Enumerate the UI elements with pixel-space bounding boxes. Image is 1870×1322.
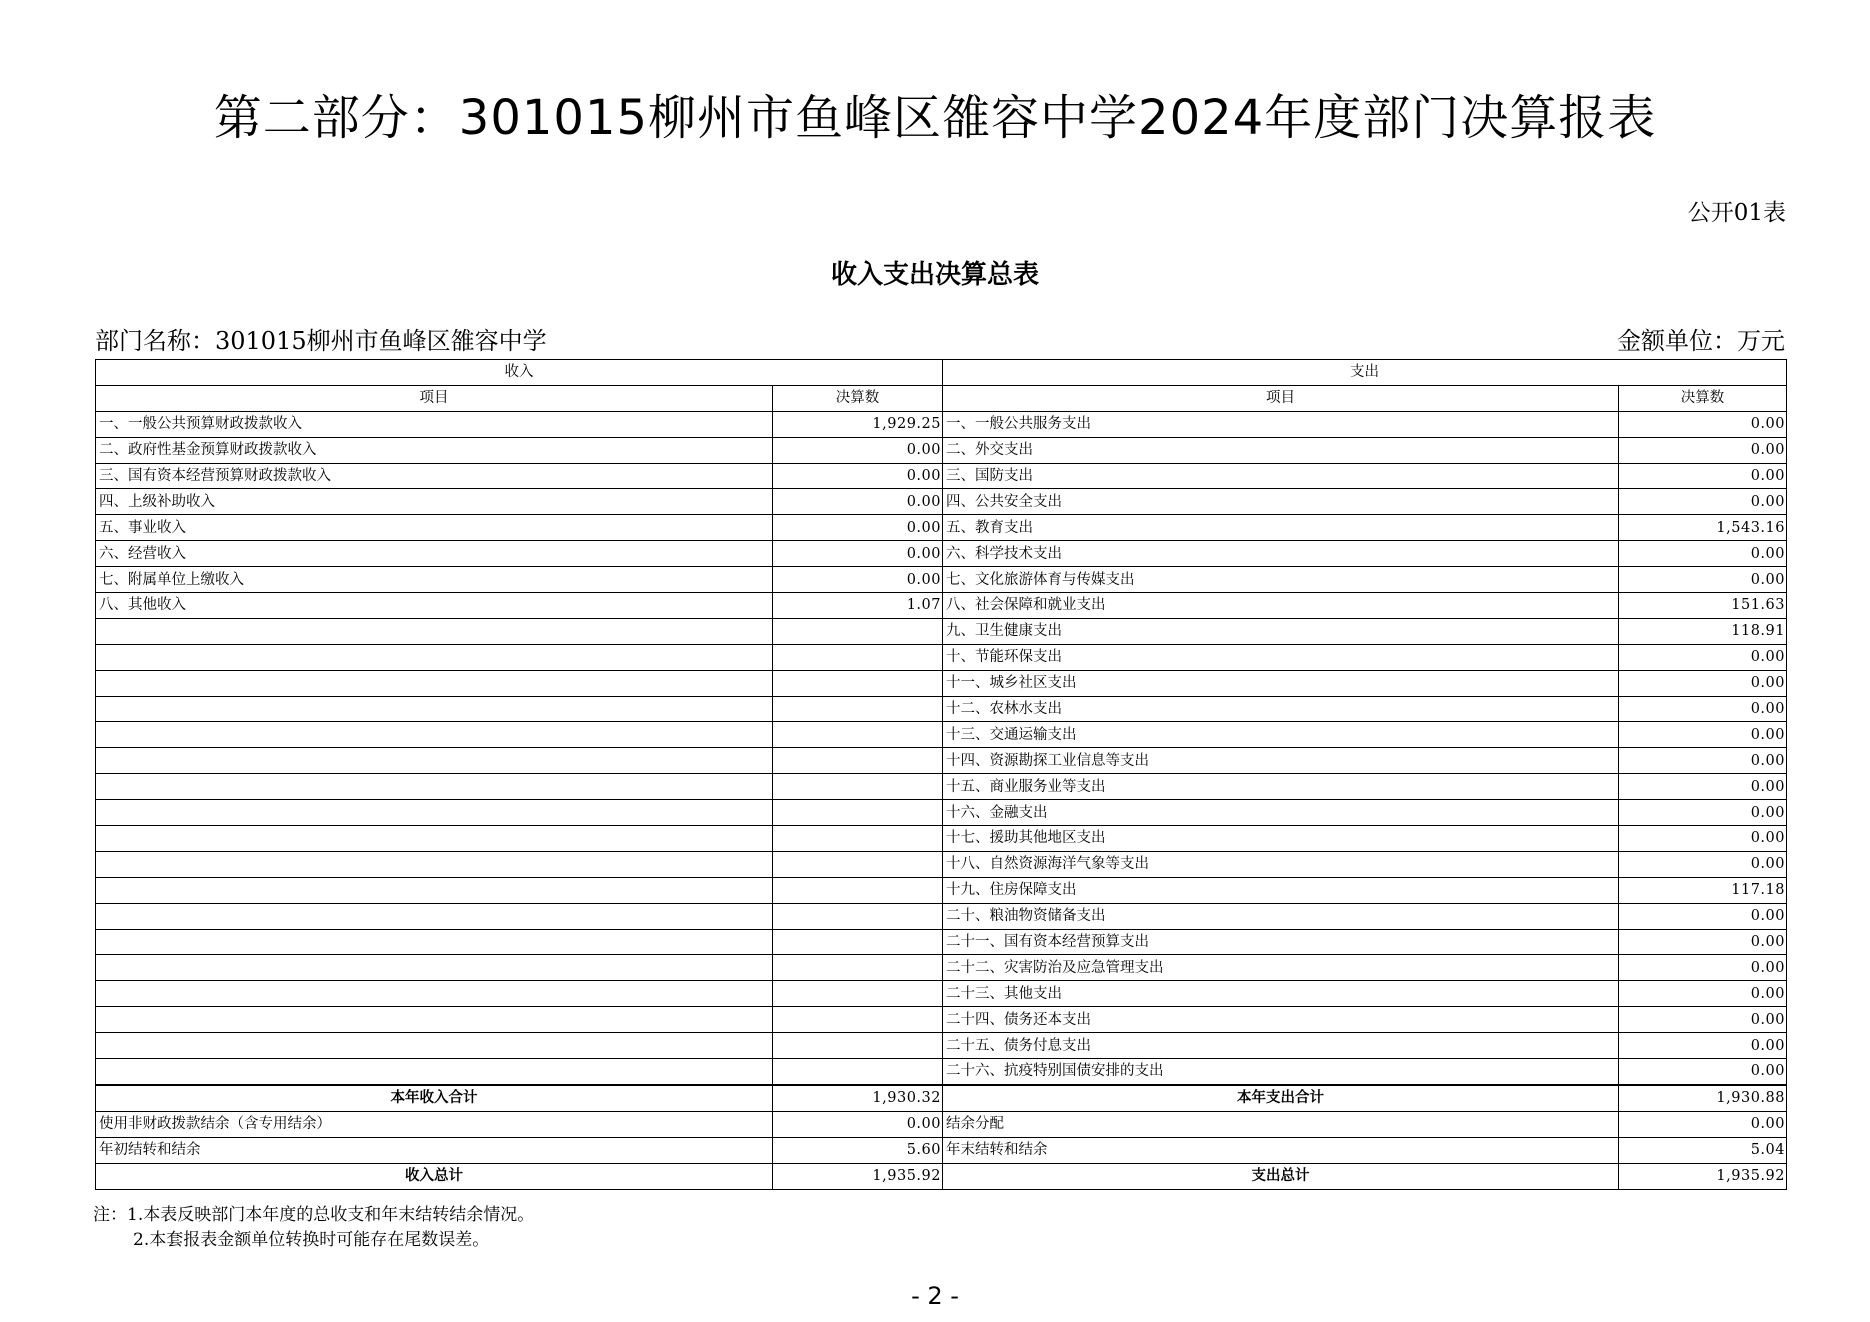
income-item-cell — [96, 981, 773, 1007]
income-amount-cell — [773, 826, 943, 852]
expense-amount-cell: 117.18 — [1619, 877, 1787, 903]
income-item-cell: 五、事业收入 — [96, 515, 773, 541]
page-title: 第二部分：301015柳州市鱼峰区雒容中学2024年度部门决算报表 — [213, 90, 1657, 146]
table-row — [96, 593, 1787, 619]
income-item-cell: 二、政府性基金预算财政拨款收入 — [96, 437, 773, 463]
year-income-total-label: 本年收入合计 — [96, 1085, 773, 1111]
year-expense-total-label: 本年支出合计 — [943, 1085, 1619, 1111]
income-amount-cell — [773, 851, 943, 877]
income-item-cell: 使用非财政拨款结余（含专用结余） — [96, 1111, 773, 1137]
income-amount-cell — [773, 618, 943, 644]
expense-item-cell: 十七、援助其他地区支出 — [943, 826, 1619, 852]
table-row — [96, 411, 1787, 437]
income-amount-cell — [773, 955, 943, 981]
year-income-total-amount: 1,930.32 — [773, 1085, 943, 1111]
expense-amount-cell: 0.00 — [1619, 644, 1787, 670]
income-item-cell — [96, 929, 773, 955]
income-item-cell — [96, 722, 773, 748]
column-header-row — [96, 385, 1787, 411]
income-item-cell — [96, 877, 773, 903]
expense-section-header: 支出 — [943, 360, 1787, 386]
expense-amount-cell: 0.00 — [1619, 981, 1787, 1007]
expense-amount-cell: 0.00 — [1619, 463, 1787, 489]
expense-amount-cell: 151.63 — [1619, 593, 1787, 619]
expense-amount-cell: 0.00 — [1619, 437, 1787, 463]
income-item-cell — [96, 800, 773, 826]
table-row — [96, 670, 1787, 696]
income-item-cell: 七、附属单位上缴收入 — [96, 567, 773, 593]
income-item-cell — [96, 644, 773, 670]
income-amount-cell — [773, 774, 943, 800]
table-row — [96, 618, 1787, 644]
income-amount-cell — [773, 644, 943, 670]
table-row — [96, 774, 1787, 800]
expense-item-cell: 十四、资源勘探工业信息等支出 — [943, 748, 1619, 774]
income-item-cell — [96, 696, 773, 722]
department-line — [95, 324, 1785, 358]
expense-item-cell: 三、国防支出 — [943, 463, 1619, 489]
table-row — [96, 955, 1787, 981]
income-item-cell — [96, 618, 773, 644]
income-amount-cell — [773, 748, 943, 774]
table-row — [96, 696, 1787, 722]
income-item-cell — [96, 670, 773, 696]
amount-unit: 金额单位：万元 — [1617, 327, 1785, 355]
expense-item-cell: 二十三、其他支出 — [943, 981, 1619, 1007]
table-row — [96, 877, 1787, 903]
table-row — [96, 489, 1787, 515]
grand-total-row — [96, 1163, 1787, 1189]
expense-amount-cell: 0.00 — [1619, 567, 1787, 593]
income-amount-cell: 0.00 — [773, 463, 943, 489]
income-amount-cell: 0.00 — [773, 437, 943, 463]
expense-item-header: 项目 — [943, 385, 1619, 411]
expense-amount-cell: 118.91 — [1619, 618, 1787, 644]
income-amount-cell: 0.00 — [773, 489, 943, 515]
expense-amount-cell: 0.00 — [1619, 851, 1787, 877]
income-amount-header: 决算数 — [773, 385, 943, 411]
expense-item-cell: 十三、交通运输支出 — [943, 722, 1619, 748]
table-row — [96, 1137, 1787, 1163]
income-amount-cell: 1.07 — [773, 593, 943, 619]
expense-amount-cell: 0.00 — [1619, 722, 1787, 748]
table-row — [96, 463, 1787, 489]
expense-item-cell: 五、教育支出 — [943, 515, 1619, 541]
expense-item-cell: 二十四、债务还本支出 — [943, 1007, 1619, 1033]
expense-item-cell: 二十、粮油物资储备支出 — [943, 903, 1619, 929]
note-2: 2.本套报表金额单位转换时可能存在尾数误差。 — [133, 1230, 490, 1250]
table-row — [96, 851, 1787, 877]
expense-item-cell: 四、公共安全支出 — [943, 489, 1619, 515]
expense-amount-cell: 0.00 — [1619, 670, 1787, 696]
page-number: - 2 - — [911, 1282, 959, 1310]
expense-amount-cell: 0.00 — [1619, 826, 1787, 852]
expense-amount-cell: 0.00 — [1619, 1007, 1787, 1033]
income-item-cell — [96, 774, 773, 800]
expense-amount-cell: 1,543.16 — [1619, 515, 1787, 541]
expense-amount-cell: 0.00 — [1619, 411, 1787, 437]
expense-item-cell: 年末结转和结余 — [943, 1137, 1619, 1163]
income-item-header: 项目 — [96, 385, 773, 411]
section-header-row — [96, 360, 1787, 386]
expense-amount-cell: 0.00 — [1619, 1033, 1787, 1059]
department-name: 部门名称：301015柳州市鱼峰区雒容中学 — [95, 327, 547, 355]
table-row — [96, 800, 1787, 826]
table-title: 收入支出决算总表 — [830, 260, 1039, 290]
table-row — [96, 644, 1787, 670]
income-amount-cell: 0.00 — [773, 1111, 943, 1137]
expense-amount-cell: 0.00 — [1619, 903, 1787, 929]
income-amount-cell — [773, 1033, 943, 1059]
expense-item-cell: 八、社会保障和就业支出 — [943, 593, 1619, 619]
grand-income-total-label: 收入总计 — [96, 1163, 773, 1189]
expense-item-cell: 六、科学技术支出 — [943, 541, 1619, 567]
income-item-cell — [96, 955, 773, 981]
table-number: 公开01表 — [1687, 200, 1786, 226]
grand-income-total-amount: 1,935.92 — [773, 1163, 943, 1189]
income-item-cell — [96, 1007, 773, 1033]
expense-item-cell: 十二、农林水支出 — [943, 696, 1619, 722]
income-item-cell — [96, 826, 773, 852]
income-amount-cell — [773, 981, 943, 1007]
table-row — [96, 1059, 1787, 1085]
year-expense-total-amount: 1,930.88 — [1619, 1085, 1787, 1111]
expense-amount-cell: 0.00 — [1619, 955, 1787, 981]
expense-item-cell: 十六、金融支出 — [943, 800, 1619, 826]
income-item-cell — [96, 1059, 773, 1085]
table-row — [96, 567, 1787, 593]
income-amount-cell: 1,929.25 — [773, 411, 943, 437]
expense-amount-cell: 0.00 — [1619, 489, 1787, 515]
income-amount-cell: 0.00 — [773, 541, 943, 567]
expense-amount-cell: 0.00 — [1619, 541, 1787, 567]
table-row — [96, 515, 1787, 541]
income-item-cell: 三、国有资本经营预算财政拨款收入 — [96, 463, 773, 489]
table-row — [96, 437, 1787, 463]
expense-item-cell: 二十一、国有资本经营预算支出 — [943, 929, 1619, 955]
income-item-cell — [96, 903, 773, 929]
income-amount-cell — [773, 929, 943, 955]
income-amount-cell: 0.00 — [773, 515, 943, 541]
table-row — [96, 748, 1787, 774]
expense-amount-cell: 0.00 — [1619, 1111, 1787, 1137]
income-item-cell — [96, 851, 773, 877]
table-body — [96, 360, 1787, 1190]
table-row — [96, 1033, 1787, 1059]
expense-amount-cell: 0.00 — [1619, 696, 1787, 722]
income-item-cell: 年初结转和结余 — [96, 1137, 773, 1163]
expense-amount-cell: 0.00 — [1619, 748, 1787, 774]
expense-item-cell: 十九、住房保障支出 — [943, 877, 1619, 903]
table-row — [96, 981, 1787, 1007]
income-amount-cell: 0.00 — [773, 567, 943, 593]
expense-amount-cell: 5.04 — [1619, 1137, 1787, 1163]
grand-expense-total-label: 支出总计 — [943, 1163, 1619, 1189]
expense-item-cell: 十五、商业服务业等支出 — [943, 774, 1619, 800]
income-amount-cell — [773, 877, 943, 903]
table-row — [96, 826, 1787, 852]
income-amount-cell — [773, 696, 943, 722]
income-amount-cell: 5.60 — [773, 1137, 943, 1163]
expense-amount-cell: 0.00 — [1619, 800, 1787, 826]
table-row — [96, 1111, 1787, 1137]
expense-item-cell: 结余分配 — [943, 1111, 1619, 1137]
table-row — [96, 1007, 1787, 1033]
expense-amount-cell: 0.00 — [1619, 774, 1787, 800]
income-amount-cell — [773, 670, 943, 696]
year-total-row — [96, 1085, 1787, 1111]
table-row — [96, 541, 1787, 567]
expense-item-cell: 九、卫生健康支出 — [943, 618, 1619, 644]
income-item-cell: 四、上级补助收入 — [96, 489, 773, 515]
expense-item-cell: 二十六、抗疫特别国债安排的支出 — [943, 1059, 1619, 1085]
income-amount-cell — [773, 903, 943, 929]
income-amount-cell — [773, 1007, 943, 1033]
income-amount-cell — [773, 1059, 943, 1085]
income-item-cell: 八、其他收入 — [96, 593, 773, 619]
table-row — [96, 722, 1787, 748]
note-1: 注：1.本表反映部门本年度的总收支和年末结转结余情况。 — [93, 1205, 535, 1225]
expense-item-cell: 十一、城乡社区支出 — [943, 670, 1619, 696]
table-row — [96, 929, 1787, 955]
expense-item-cell: 二、外交支出 — [943, 437, 1619, 463]
expense-amount-header: 决算数 — [1619, 385, 1787, 411]
expense-item-cell: 十、节能环保支出 — [943, 644, 1619, 670]
expense-amount-cell: 0.00 — [1619, 1059, 1787, 1085]
income-section-header: 收入 — [96, 360, 943, 386]
income-item-cell — [96, 1033, 773, 1059]
notes — [93, 1203, 534, 1253]
expense-item-cell: 十八、自然资源海洋气象等支出 — [943, 851, 1619, 877]
expense-amount-cell: 0.00 — [1619, 929, 1787, 955]
expense-item-cell: 七、文化旅游体育与传媒支出 — [943, 567, 1619, 593]
income-item-cell — [96, 748, 773, 774]
income-item-cell: 一、一般公共预算财政拨款收入 — [96, 411, 773, 437]
income-amount-cell — [773, 722, 943, 748]
income-item-cell: 六、经营收入 — [96, 541, 773, 567]
expense-item-cell: 二十五、债务付息支出 — [943, 1033, 1619, 1059]
income-expense-table — [95, 359, 1787, 1190]
table-row — [96, 903, 1787, 929]
expense-item-cell: 二十二、灾害防治及应急管理支出 — [943, 955, 1619, 981]
grand-expense-total-amount: 1,935.92 — [1619, 1163, 1787, 1189]
income-amount-cell — [773, 800, 943, 826]
expense-item-cell: 一、一般公共服务支出 — [943, 411, 1619, 437]
